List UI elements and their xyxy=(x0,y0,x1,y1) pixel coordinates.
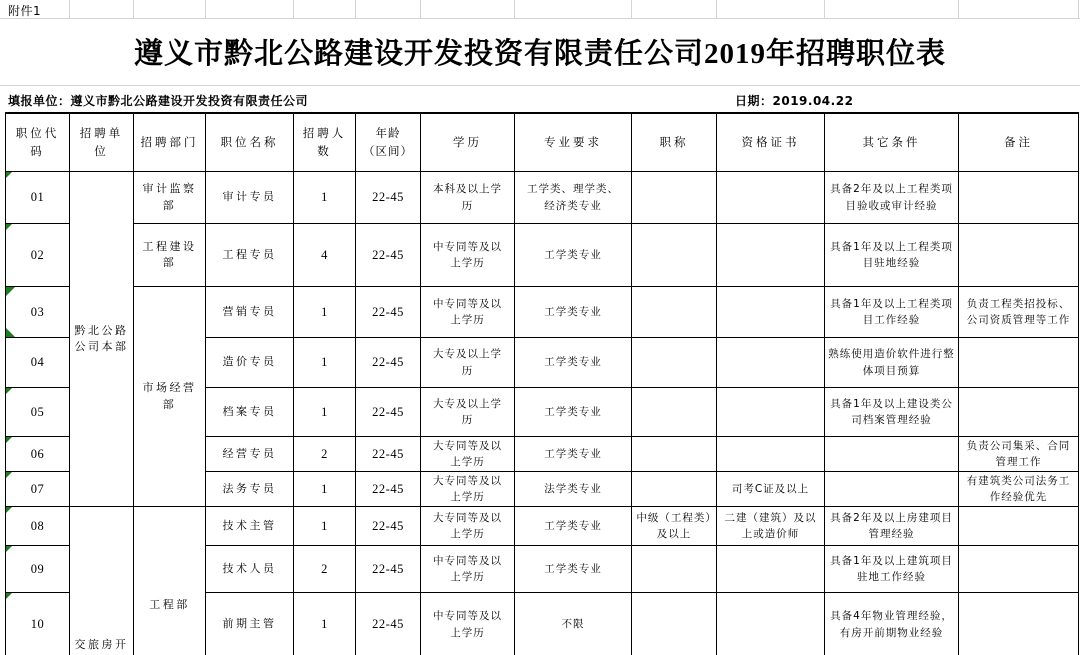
header-age-line1: 年龄 xyxy=(375,126,401,141)
error-indicator-icon xyxy=(6,437,12,443)
cell-age: 22-45 xyxy=(356,172,421,224)
cell-major: 工学类专业 xyxy=(515,338,632,388)
code-text: 09 xyxy=(30,561,45,576)
cell-note xyxy=(959,388,1079,437)
cell-edu: 中专同等及以上学历 xyxy=(421,593,515,655)
cell-position-name: 档案专员 xyxy=(206,388,294,437)
cell-note xyxy=(959,593,1079,655)
code-text: 08 xyxy=(30,518,45,533)
cell-major: 工学类专业 xyxy=(515,224,632,287)
cell-other: 具备1年及以上工程类项目工作经验 xyxy=(825,287,959,338)
cell-other: 具备2年及以上工程类项目验收或审计经验 xyxy=(825,172,959,224)
cell-major: 工学类专业 xyxy=(515,546,632,593)
cell-other: 具备4年物业管理经验，有房开前期物业经验 xyxy=(825,593,959,655)
cell-position-name: 技术主管 xyxy=(206,507,294,546)
header-note: 备注 xyxy=(959,114,1079,172)
cell-title xyxy=(632,172,717,224)
cell-cert xyxy=(717,224,825,287)
cell-title xyxy=(632,338,717,388)
cell-edu: 中专同等及以上学历 xyxy=(421,224,515,287)
cell-unit-jiaolv: 交旅房开 xyxy=(70,507,134,655)
cell-cert: 司考C证及以上 xyxy=(717,472,825,507)
cell-title: 中级（工程类）及以上 xyxy=(632,507,717,546)
cell-position-name: 审计专员 xyxy=(206,172,294,224)
error-indicator-icon xyxy=(6,287,15,296)
cell-edu: 大专同等及以上学历 xyxy=(421,437,515,472)
header-name: 职位名称 xyxy=(206,114,294,172)
gridline xyxy=(205,0,206,18)
gridline xyxy=(716,0,717,18)
cell-title xyxy=(632,437,717,472)
cell-cert xyxy=(717,388,825,437)
cell-major: 工学类专业 xyxy=(515,437,632,472)
code-text: 04 xyxy=(30,355,45,370)
cell-note xyxy=(959,546,1079,593)
cell-age: 22-45 xyxy=(356,546,421,593)
cell-age: 22-45 xyxy=(356,388,421,437)
cell-title xyxy=(632,388,717,437)
cell-title xyxy=(632,546,717,593)
cell-age: 22-45 xyxy=(356,437,421,472)
cell-major: 工学类专业 xyxy=(515,507,632,546)
code-text: 06 xyxy=(30,446,45,461)
header-title: 职称 xyxy=(632,114,717,172)
cell-position-name: 法务专员 xyxy=(206,472,294,507)
cell-count: 2 xyxy=(294,437,356,472)
cell-age: 22-45 xyxy=(356,287,421,338)
cell-edu: 大专及以上学历 xyxy=(421,338,515,388)
cell-edu: 大专同等及以上学历 xyxy=(421,507,515,546)
gridline xyxy=(824,0,825,18)
cell-age: 22-45 xyxy=(356,224,421,287)
cell-cert: 二建（建筑）及以上或造价师 xyxy=(717,507,825,546)
cell-position-name: 营销专员 xyxy=(206,287,294,338)
cell-edu: 本科及以上学历 xyxy=(421,172,515,224)
cell-position-name: 造价专员 xyxy=(206,338,294,388)
cell-note xyxy=(959,338,1079,388)
header-count: 招聘人数 xyxy=(294,114,356,172)
cell-dept-engineering: 工程部 xyxy=(134,507,206,655)
cell-position-name: 前期主管 xyxy=(206,593,294,655)
header-code: 职位代码 xyxy=(6,114,70,172)
cell-age: 22-45 xyxy=(356,338,421,388)
code-text: 02 xyxy=(30,247,45,262)
cell-count: 1 xyxy=(294,388,356,437)
cell-title xyxy=(632,472,717,507)
cell-code xyxy=(6,593,70,655)
code-text: 03 xyxy=(30,304,45,319)
cell-cert xyxy=(717,593,825,655)
cell-other: 具备1年及以上工程类项目驻地经验 xyxy=(825,224,959,287)
cell-cert xyxy=(717,338,825,388)
cell-code xyxy=(6,437,70,472)
error-indicator-icon xyxy=(6,328,15,337)
error-indicator-icon xyxy=(6,546,12,552)
gridline xyxy=(958,0,959,18)
cell-edu: 大专同等及以上学历 xyxy=(421,472,515,507)
cell-position-name: 技术人员 xyxy=(206,546,294,593)
gridline xyxy=(355,0,356,18)
error-indicator-icon xyxy=(6,172,12,178)
cell-count: 1 xyxy=(294,472,356,507)
cell-title xyxy=(632,224,717,287)
date-label: 日期：2019.04.22 xyxy=(735,94,854,108)
cell-title xyxy=(632,287,717,338)
gridline xyxy=(293,0,294,18)
code-text: 05 xyxy=(30,404,45,419)
cell-major: 工学类专业 xyxy=(515,287,632,338)
code-text: 10 xyxy=(30,617,45,632)
cell-dept-market: 市场经营部 xyxy=(134,287,206,507)
cell-dept-construction: 工程建设部 xyxy=(134,224,206,287)
cell-unit-qianbei: 黔北公路公司本部 xyxy=(70,172,134,507)
cell-position-name: 经营专员 xyxy=(206,437,294,472)
cell-other xyxy=(825,437,959,472)
cell-edu: 大专及以上学历 xyxy=(421,388,515,437)
gridline xyxy=(420,0,421,18)
cell-code xyxy=(6,338,70,388)
cell-code xyxy=(6,388,70,437)
form-unit-label: 填报单位：遵义市黔北公路建设开发投资有限责任公司 xyxy=(8,94,309,108)
cell-edu: 中专同等及以上学历 xyxy=(421,546,515,593)
code-text: 01 xyxy=(30,190,45,205)
header-cert: 资格证书 xyxy=(717,114,825,172)
error-indicator-icon xyxy=(6,507,12,513)
header-edu: 学历 xyxy=(421,114,515,172)
cell-cert xyxy=(717,437,825,472)
cell-dept-audit: 审计监察部 xyxy=(134,172,206,224)
cell-count: 4 xyxy=(294,224,356,287)
cell-note xyxy=(959,224,1079,287)
page-title: 遵义市黔北公路建设开发投资有限责任公司2019年招聘职位表 xyxy=(133,38,946,70)
error-indicator-icon xyxy=(6,388,12,394)
cell-count: 1 xyxy=(294,338,356,388)
gridline xyxy=(1078,0,1079,18)
cell-code xyxy=(6,507,70,546)
error-indicator-icon xyxy=(6,472,12,478)
cell-code xyxy=(6,546,70,593)
cell-age: 22-45 xyxy=(356,472,421,507)
header-major: 专业要求 xyxy=(515,114,632,172)
cell-position-name: 工程专员 xyxy=(206,224,294,287)
meta-row xyxy=(0,85,1080,112)
cell-cert xyxy=(717,546,825,593)
error-indicator-icon xyxy=(6,593,12,599)
cell-other: 具备1年及以上建筑项目驻地工作经验 xyxy=(825,546,959,593)
error-indicator-icon xyxy=(6,224,12,230)
cell-title xyxy=(632,593,717,655)
gridline xyxy=(69,0,70,18)
cell-age: 22-45 xyxy=(356,507,421,546)
attachment-label: 附件1 xyxy=(8,4,42,18)
cell-note xyxy=(959,172,1079,224)
header-unit: 招聘单位 xyxy=(70,114,134,172)
positions-table xyxy=(5,112,1079,655)
cell-note: 负责公司集采、合同管理工作 xyxy=(959,437,1079,472)
cell-note: 负责工程类招投标、公司资质管理等工作 xyxy=(959,287,1079,338)
cell-other: 具备2年及以上房建项目管理经验 xyxy=(825,507,959,546)
cell-code xyxy=(6,472,70,507)
cell-edu: 中专同等及以上学历 xyxy=(421,287,515,338)
cell-cert xyxy=(717,172,825,224)
cell-major: 工学类专业 xyxy=(515,388,632,437)
cell-code xyxy=(6,172,70,224)
cell-other: 熟练使用造价软件进行整体项目预算 xyxy=(825,338,959,388)
cell-major: 工学类、理学类、经济类专业 xyxy=(515,172,632,224)
header-dept: 招聘部门 xyxy=(134,114,206,172)
cell-code xyxy=(6,287,70,338)
gridline xyxy=(631,0,632,18)
gridline xyxy=(514,0,515,18)
header-age xyxy=(356,114,421,172)
code-text: 07 xyxy=(30,481,45,496)
gridline xyxy=(133,0,134,18)
cell-note: 有建筑类公司法务工作经验优先 xyxy=(959,472,1079,507)
cell-other xyxy=(825,472,959,507)
cell-count: 1 xyxy=(294,287,356,338)
cell-other: 具备1年及以上建设类公司档案管理经验 xyxy=(825,388,959,437)
cell-age: 22-45 xyxy=(356,593,421,655)
cell-major: 法学类专业 xyxy=(515,472,632,507)
cell-count: 2 xyxy=(294,546,356,593)
cell-count: 1 xyxy=(294,593,356,655)
header-other: 其它条件 xyxy=(825,114,959,172)
cell-major: 不限 xyxy=(515,593,632,655)
header-age-line2: （区间） xyxy=(363,143,413,158)
cell-code xyxy=(6,224,70,287)
cell-count: 1 xyxy=(294,507,356,546)
cell-count: 1 xyxy=(294,172,356,224)
cell-note xyxy=(959,507,1079,546)
cell-cert xyxy=(717,287,825,338)
